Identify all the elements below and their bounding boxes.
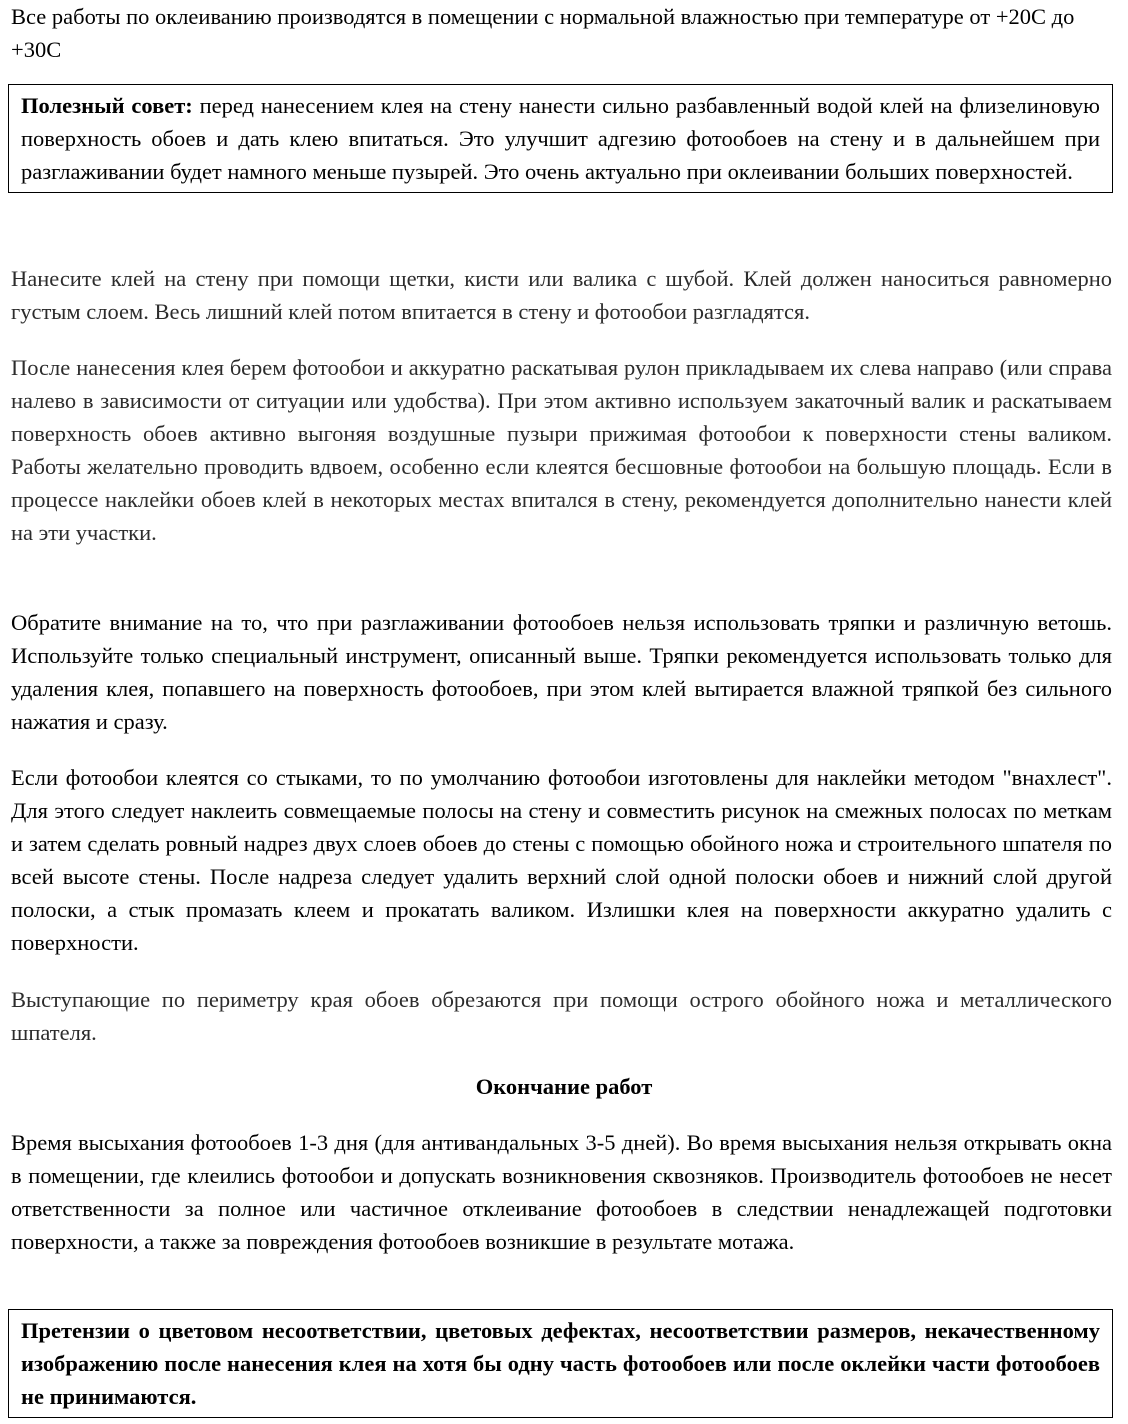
warning-box bbox=[8, 1309, 1113, 1418]
tip-paragraph bbox=[21, 89, 1100, 188]
tip-box bbox=[8, 84, 1113, 193]
tip-text: перед нанесением клея на стену нанести сильно разбавленный водой клей на флизелиновую поверхность обоев и дать клею впитаться. Это улучшит адгезию фотообоев на стену и в дальнейшем при разглаживании будет намного меньше пузырей. Это очень актуально при оклеивании больших поверхностей. bbox=[21, 93, 1100, 184]
paragraph-apply-wallpaper: После нанесения клея берем фотообои и аккуратно раскатывая рулон прикладываем их слева направо (или справа налево в зависимости от ситуации или удобства). При этом активно используем закаточный валик и раскатываем поверхность обоев активно выгоняя воздушные пузыри прижимая фотообои к поверхности стены валиком. Работы желательно проводить вдвоем, особенно если клеятся бесшовные фотообои на большую площадь. Если в процессе наклейки обоев клей в некоторых местах впитался в стену, рекомендуется дополнительно нанести клей на эти участки. bbox=[11, 355, 1112, 545]
intro-paragraph: Все работы по оклеиванию производятся в помещении с нормальной влажностью при температуре от +20С до +30С bbox=[11, 4, 1075, 62]
section-heading: Окончание работ bbox=[475, 1074, 653, 1099]
tip-label: Полезный совет: bbox=[21, 93, 193, 118]
paragraph-apply-glue: Нанесите клей на стену при помощи щетки, кисти или валика с шубой. Клей должен наноситься равномерно густым слоем. Весь лишний клей потом впитается в стену и фотообои разгладятся. bbox=[11, 266, 1112, 324]
warning-paragraph: Претензии о цветовом несоответствии, цветовых дефектах, несоответствии размеров, некачественному изображению после нанесения клея на хотя бы одну часть фотообоев или после оклейки части фотообоев не принимаются. bbox=[21, 1318, 1100, 1409]
paragraph-drying: Время высыхания фотообоев 1-3 дня (для антивандальных 3-5 дней). Во время высыхания нельзя открывать окна в помещении, где клеились фотообои и допускать возникновения сквозняков. Производитель фотообоев не несет ответственности за полное или частичное отклеивание фотообоев в следствии ненадлежащей подготовки поверхности, а также за повреждения фотообоев возникшие в результате мотажа. bbox=[11, 1130, 1112, 1254]
paragraph-smoothing: Обратите внимание на то, что при разглаживании фотообоев нельзя использовать тряпки и различную ветошь. Используйте только специальный инструмент, описанный выше. Тряпки рекомендуется использовать только для удаления клея, попавшего на поверхность фотообоев, при этом клей вытирается влажной тряпкой без сильного нажатия и сразу. bbox=[11, 610, 1112, 734]
paragraph-joints: Если фотообои клеятся со стыками, то по умолчанию фотообои изготовлены для наклейки методом "внахлест". Для этого следует наклеить совмещаемые полосы на стену и совместить рисунок на смежных полосах по меткам и затем сделать ровный надрез двух слоев обоев до стены с помощью обойного ножа и строительного шпателя по всей высоте стены. После надреза следует удалить верхний слой одной полоски обоев и нижний слой другой полоски, а стык промазать клеем и прокатать валиком. Излишки клея на поверхности аккуратно удалить с поверхности. bbox=[11, 765, 1112, 955]
paragraph-trimming: Выступающие по периметру края обоев обрезаются при помощи острого обойного ножа и металлического шпателя. bbox=[11, 987, 1112, 1045]
